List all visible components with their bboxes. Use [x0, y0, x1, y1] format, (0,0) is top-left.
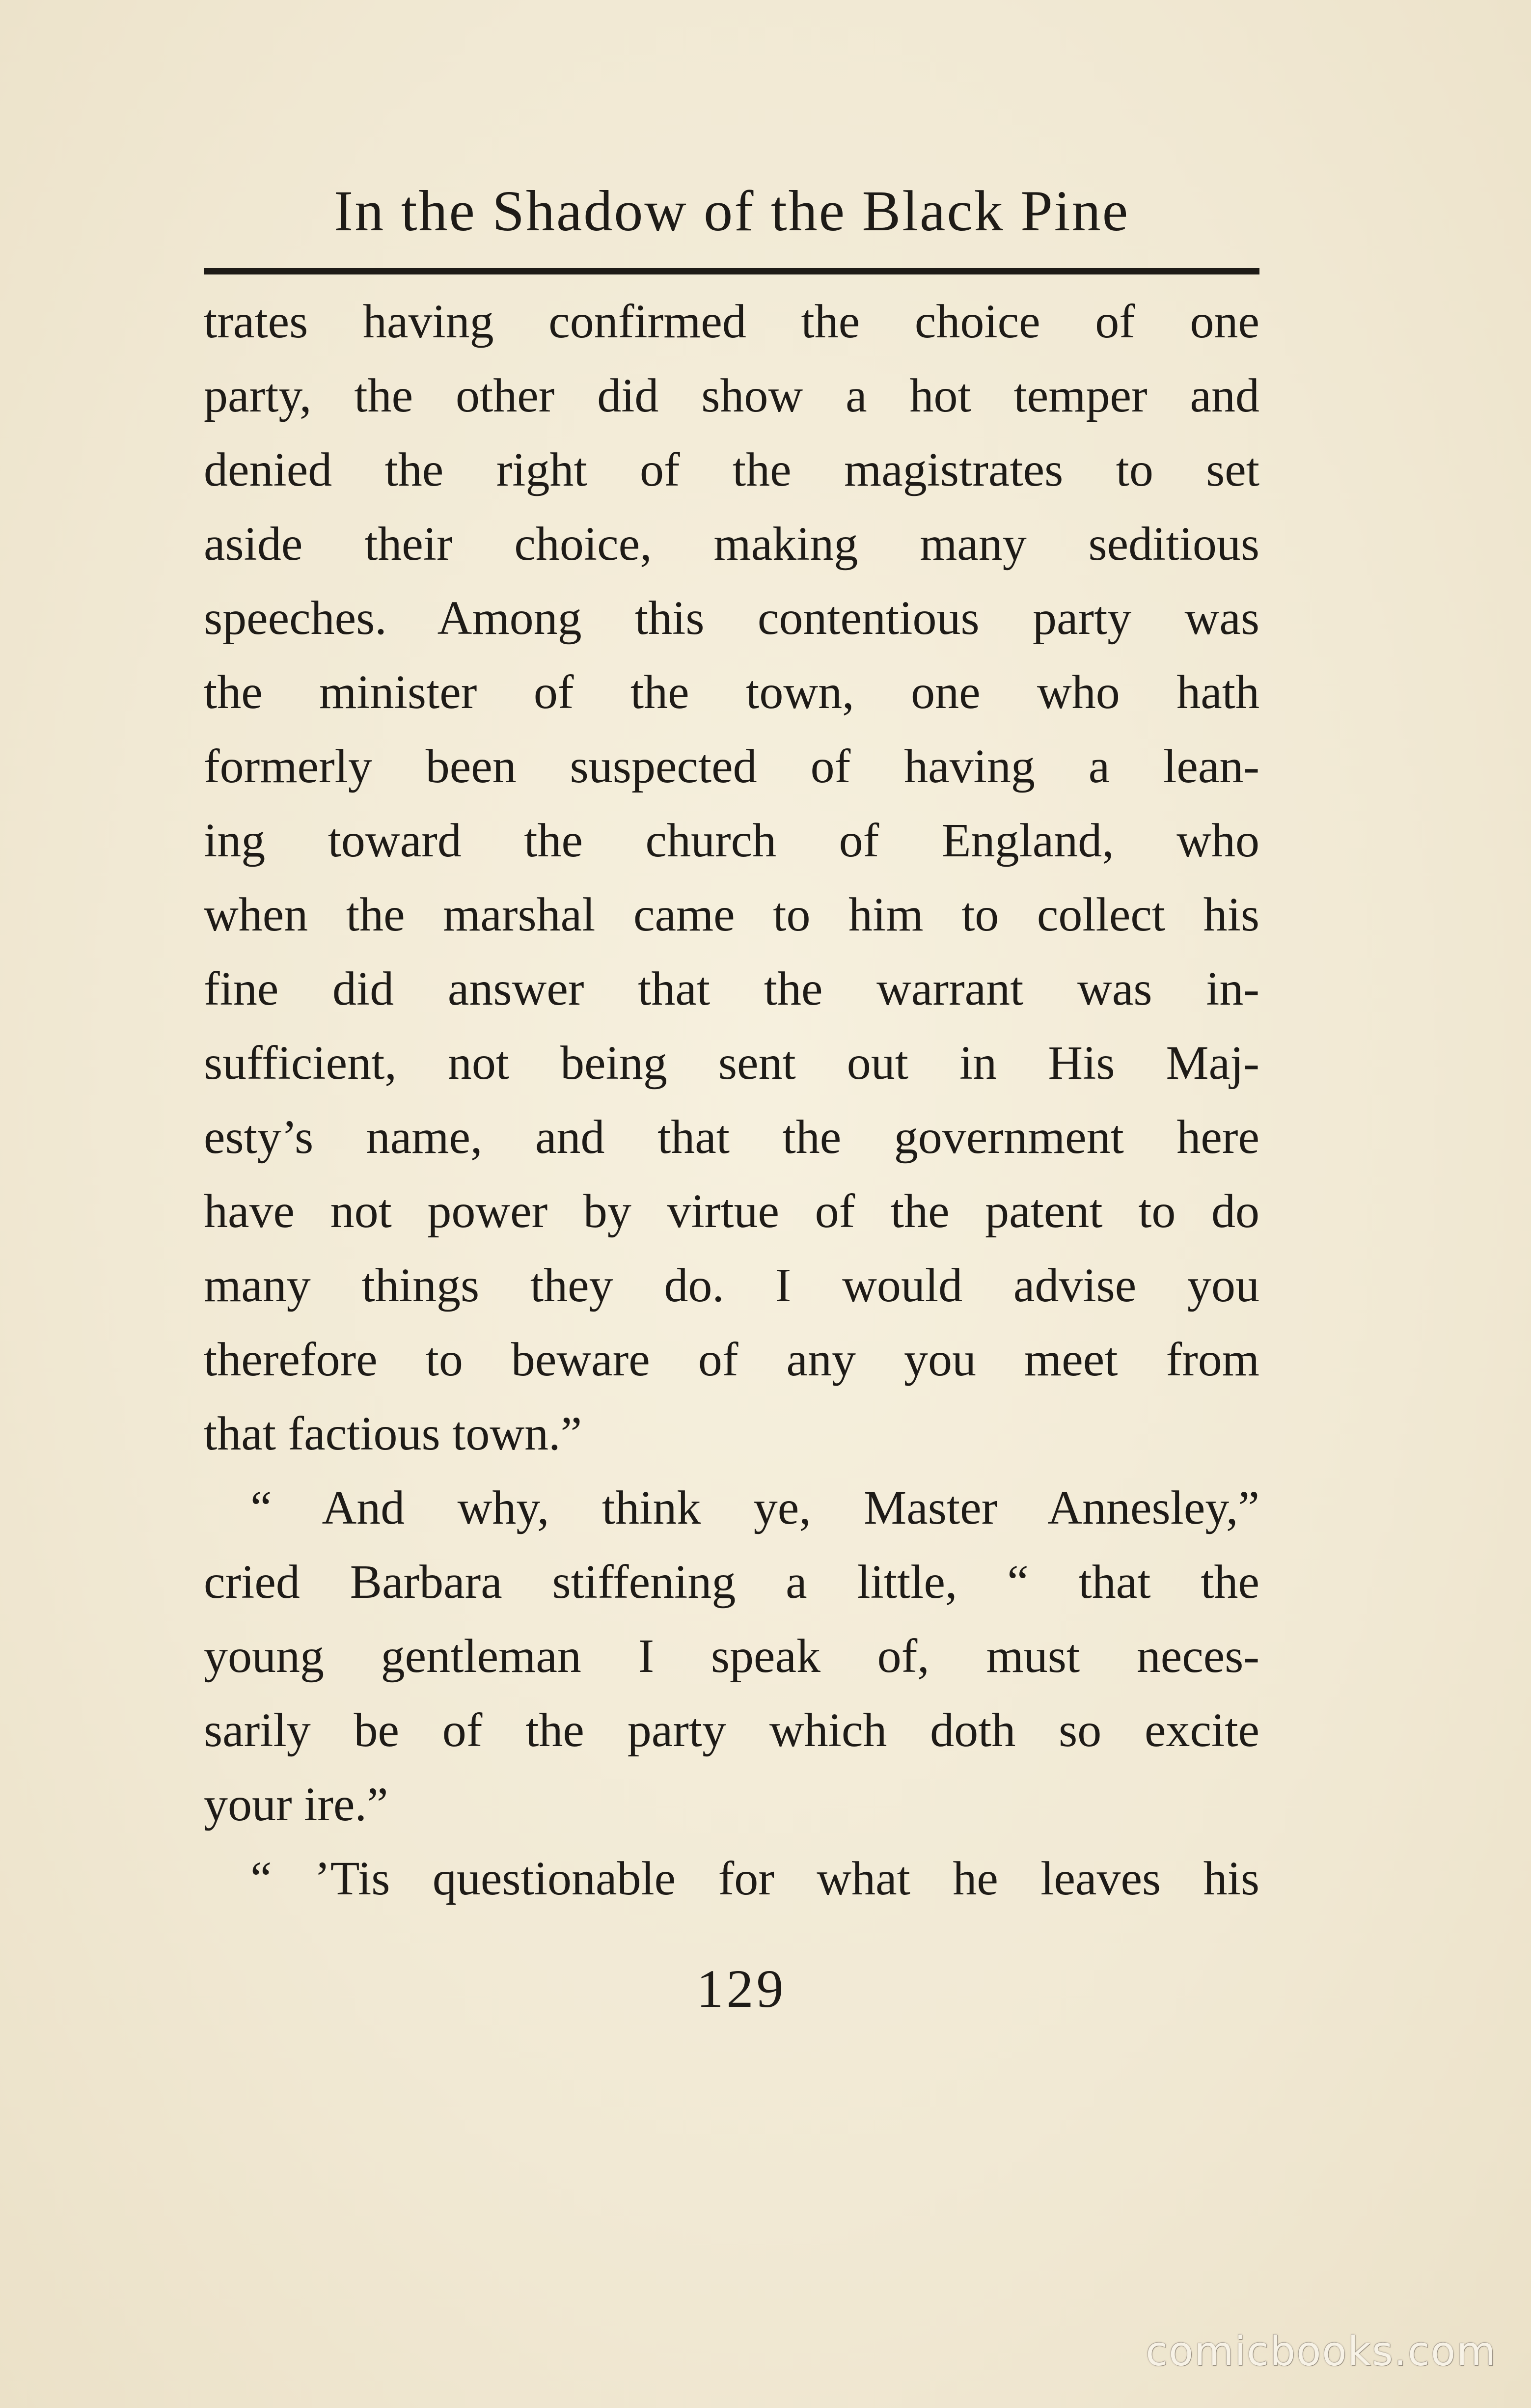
- text-line: aside their choice, making many seditious: [204, 518, 1259, 571]
- text-line: esty’s name, and that the government here: [204, 1111, 1259, 1164]
- text-line: “ ’Tis questionable for what he leaves his: [250, 1852, 1259, 1905]
- text-line: formerly been suspected of having a lean-: [204, 740, 1259, 793]
- header-rule: [204, 268, 1259, 274]
- text-line: denied the right of the magistrates to set: [204, 443, 1259, 496]
- text-line: sarily be of the party which doth so excite: [204, 1704, 1259, 1757]
- text-line: speeches. Among this contentious party was: [204, 592, 1259, 645]
- text-line: when the marshal came to him to collect his: [204, 888, 1259, 941]
- text-line: sufficient, not being sent out in His Maj-: [204, 1037, 1259, 1090]
- text-line: have not power by virtue of the patent to do: [204, 1185, 1259, 1238]
- watermark: comicbooks.com: [1146, 2328, 1497, 2375]
- text-line: young gentleman I speak of, must neces-: [204, 1630, 1259, 1683]
- running-title: In the Shadow of the Black Pine: [333, 179, 1130, 243]
- text-line: the minister of the town, one who hath: [204, 666, 1259, 719]
- text-line: your ire.”: [204, 1778, 388, 1831]
- text-line: that factious town.”: [204, 1407, 582, 1460]
- body-text: [204, 285, 1259, 1916]
- text-line: therefore to beware of any you meet from: [204, 1333, 1259, 1386]
- text-line: ing toward the church of England, who: [204, 814, 1259, 867]
- page-number: 129: [696, 1959, 787, 2019]
- text-line: party, the other did show a hot temper and: [204, 369, 1259, 422]
- text-line: fine did answer that the warrant was in-: [204, 962, 1259, 1015]
- text-line: cried Barbara stiffening a little, “ that the: [204, 1556, 1259, 1609]
- text-line: trates having confirmed the choice of one: [204, 295, 1259, 348]
- text-line: many things they do. I would advise you: [204, 1259, 1259, 1312]
- text-line: “ And why, think ye, Master Annesley,”: [250, 1481, 1259, 1534]
